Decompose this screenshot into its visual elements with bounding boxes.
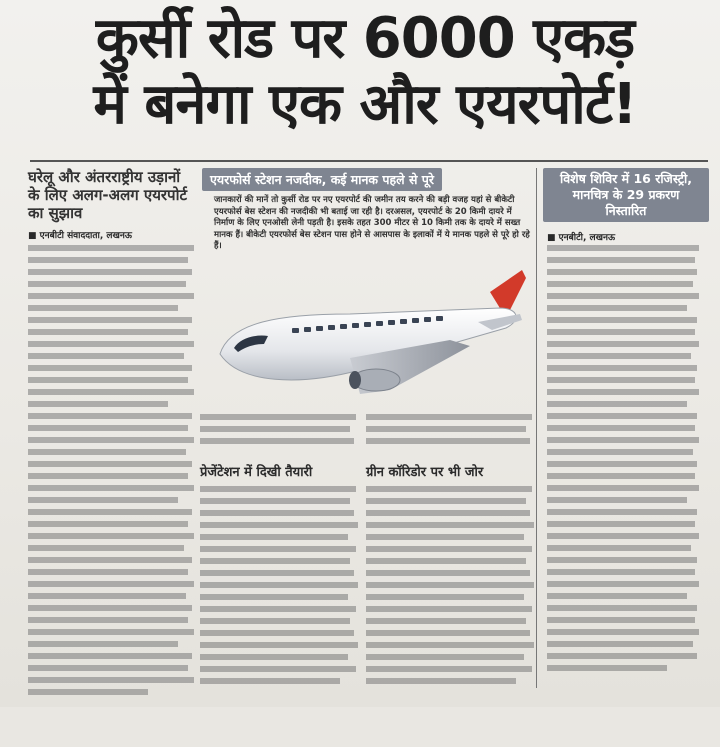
center-body-lines-a [200, 412, 360, 452]
headline-line-2: में बनेगा एक और एयरपोर्ट! [93, 72, 637, 137]
airplane-illustration [200, 262, 536, 412]
left-subheadline: घरेलू और अंतरराष्ट्रीय उड़ानों के लिए अलग-अलग एयरपोर्ट का सुझाव [28, 168, 188, 222]
center-body-lines-b [200, 484, 360, 694]
right-body-text-lines [547, 243, 712, 683]
headline [20, 6, 710, 138]
center-body-lines-c [366, 412, 536, 452]
center-body-lines-d [366, 484, 536, 694]
center-intro-text: जानकारों की मानें तो कुर्सी रोड पर नए एयरपोर्ट की जमीन तय करने की बड़ी वजह यहां से बीकेटी एयरफोर्स बेस स्टेशन की नजदीकी भी बताई जा रही है। दरअसल, एयरपोर्ट के 20 किमी दायरे में निर्माण के लिए एनओसी लेनी पड़ती है। इसके तहत 300 मीटर से 10 किमी तक के दायरे में सख्त मानक हैं। बीकेटी एयरफोर्स बेस स्टेशन पास होने से आसपास के इलाकों में ये मानक पहले से पूरे हो रहे हैं। [214, 195, 530, 251]
headline-rule [30, 160, 708, 162]
right-column-tag: विशेष शिविर में 16 रजिस्ट्री, मानचित्र के 29 प्रकरण निस्तारित [543, 168, 709, 222]
left-body-text-lines [28, 243, 196, 743]
center-lower-column-1 [200, 412, 360, 698]
section-heading-green-corridor: ग्रीन कॉरिडोर पर भी जोर [366, 465, 484, 480]
right-column [536, 168, 709, 688]
left-byline: ■ एनबीटी संवाददाता, लखनऊ [28, 231, 132, 241]
center-section-tag: एयरफोर्स स्टेशन नजदीक, कई मानक पहले से पूरे [202, 168, 442, 191]
section-heading-presentation: प्रेजेंटेशन में दिखी तैयारी [200, 465, 313, 480]
right-byline: ■ एनबीटी, लखनऊ [547, 233, 616, 243]
left-column [28, 168, 196, 747]
headline-line-1: कुर्सी रोड पर 6000 एकड़ [95, 6, 635, 71]
center-lower-column-2 [366, 412, 536, 698]
